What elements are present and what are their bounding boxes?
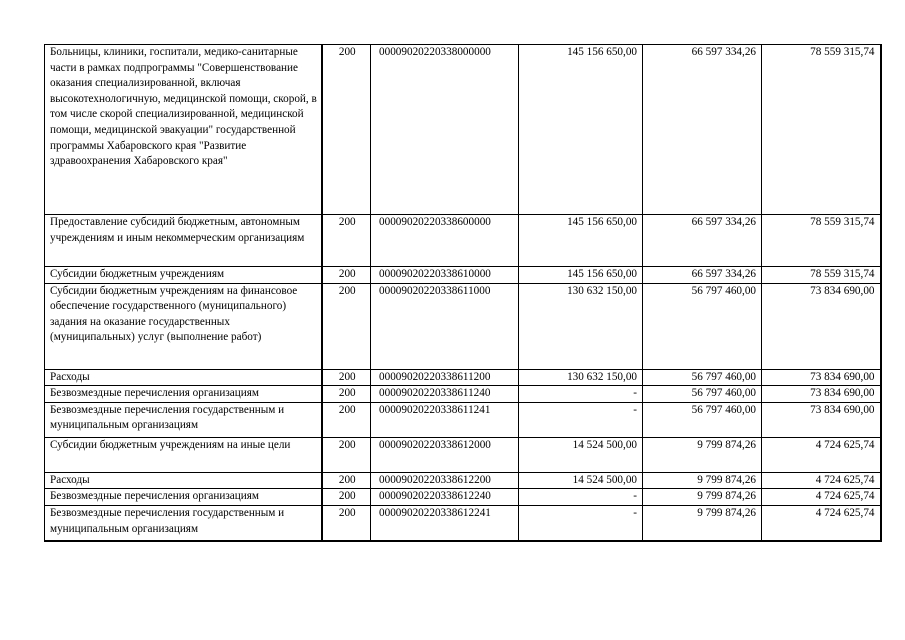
row-executed-cell: 9 799 874,26: [643, 437, 762, 472]
row-classification-cell: 00009020220338612240: [371, 489, 519, 506]
row-classification-cell: 00009020220338000000: [371, 45, 519, 215]
row-name-cell: Безвозмездные перечисления организациям: [45, 386, 322, 403]
table-row: [45, 45, 881, 215]
row-plan-cell: -: [519, 489, 643, 506]
row-name-cell: Больницы, клиники, госпитали, медико-санитарные части в рамках подпрограммы "Совершенствование оказания специализированной, включая высокотехнологичную, медицинской помощи, скорой, в том числе скорой специализированной, медицинской помощи, медицинской эвакуации" государственной программы Хабаровского края "Развитие здравоохранения Хабаровского края": [45, 45, 322, 215]
table-row: [45, 437, 881, 472]
row-plan-cell: 130 632 150,00: [519, 283, 643, 369]
row-classification-cell: 00009020220338611240: [371, 386, 519, 403]
row-remaining-cell: 78 559 315,74: [762, 45, 881, 215]
row-classification-cell: 00009020220338611241: [371, 402, 519, 437]
row-name-cell: Безвозмездные перечисления государственным и муниципальным организациям: [45, 402, 322, 437]
row-code-cell: 200: [322, 369, 371, 386]
row-plan-cell: -: [519, 386, 643, 403]
budget-report-page: [44, 44, 880, 542]
row-executed-cell: 56 797 460,00: [643, 386, 762, 403]
row-code-cell: 200: [322, 437, 371, 472]
row-name-cell: Субсидии бюджетным учреждениям на иные цели: [45, 437, 322, 472]
row-classification-cell: 00009020220338610000: [371, 267, 519, 284]
row-code-cell: 200: [322, 472, 371, 489]
row-executed-cell: 9 799 874,26: [643, 489, 762, 506]
row-code-cell: 200: [322, 505, 371, 541]
row-name-cell: Расходы: [45, 472, 322, 489]
row-name-cell: Безвозмездные перечисления государственным и муниципальным организациям: [45, 505, 322, 541]
row-name-cell: Предоставление субсидий бюджетным, автономным учреждениям и иным некоммерческим организациям: [45, 215, 322, 267]
budget-execution-table: [44, 44, 882, 542]
row-code-cell: 200: [322, 215, 371, 267]
row-classification-cell: 00009020220338611000: [371, 283, 519, 369]
row-plan-cell: 145 156 650,00: [519, 45, 643, 215]
row-plan-cell: -: [519, 402, 643, 437]
row-remaining-cell: 73 834 690,00: [762, 369, 881, 386]
row-executed-cell: 56 797 460,00: [643, 369, 762, 386]
row-executed-cell: 56 797 460,00: [643, 283, 762, 369]
row-name-cell: Безвозмездные перечисления организациям: [45, 489, 322, 506]
row-classification-cell: 00009020220338600000: [371, 215, 519, 267]
row-remaining-cell: 73 834 690,00: [762, 402, 881, 437]
row-executed-cell: 9 799 874,26: [643, 505, 762, 541]
row-executed-cell: 66 597 334,26: [643, 45, 762, 215]
row-code-cell: 200: [322, 283, 371, 369]
row-executed-cell: 56 797 460,00: [643, 402, 762, 437]
row-executed-cell: 66 597 334,26: [643, 267, 762, 284]
row-code-cell: 200: [322, 402, 371, 437]
row-classification-cell: 00009020220338611200: [371, 369, 519, 386]
row-code-cell: 200: [322, 45, 371, 215]
row-remaining-cell: 4 724 625,74: [762, 505, 881, 541]
row-name-cell: Субсидии бюджетным учреждениям на финансовое обеспечение государственного (муниципального) задания на оказание государственных (муниципальных) услуг (выполнение работ): [45, 283, 322, 369]
table-row: [45, 472, 881, 489]
row-classification-cell: 00009020220338612241: [371, 505, 519, 541]
table-row: [45, 283, 881, 369]
row-remaining-cell: 78 559 315,74: [762, 267, 881, 284]
row-code-cell: 200: [322, 386, 371, 403]
row-plan-cell: 14 524 500,00: [519, 437, 643, 472]
row-plan-cell: 145 156 650,00: [519, 267, 643, 284]
row-executed-cell: 9 799 874,26: [643, 472, 762, 489]
row-remaining-cell: 78 559 315,74: [762, 215, 881, 267]
row-plan-cell: 130 632 150,00: [519, 369, 643, 386]
row-executed-cell: 66 597 334,26: [643, 215, 762, 267]
row-classification-cell: 00009020220338612000: [371, 437, 519, 472]
row-remaining-cell: 73 834 690,00: [762, 386, 881, 403]
row-remaining-cell: 4 724 625,74: [762, 472, 881, 489]
table-row: [45, 386, 881, 403]
table-row: [45, 489, 881, 506]
table-row: [45, 505, 881, 541]
table-row: [45, 267, 881, 284]
row-code-cell: 200: [322, 489, 371, 506]
row-name-cell: Субсидии бюджетным учреждениям: [45, 267, 322, 284]
row-classification-cell: 00009020220338612200: [371, 472, 519, 489]
table-row: [45, 402, 881, 437]
row-plan-cell: 145 156 650,00: [519, 215, 643, 267]
row-plan-cell: 14 524 500,00: [519, 472, 643, 489]
row-remaining-cell: 4 724 625,74: [762, 437, 881, 472]
table-row: [45, 369, 881, 386]
table-row: [45, 215, 881, 267]
row-remaining-cell: 73 834 690,00: [762, 283, 881, 369]
row-remaining-cell: 4 724 625,74: [762, 489, 881, 506]
row-code-cell: 200: [322, 267, 371, 284]
row-plan-cell: -: [519, 505, 643, 541]
row-name-cell: Расходы: [45, 369, 322, 386]
